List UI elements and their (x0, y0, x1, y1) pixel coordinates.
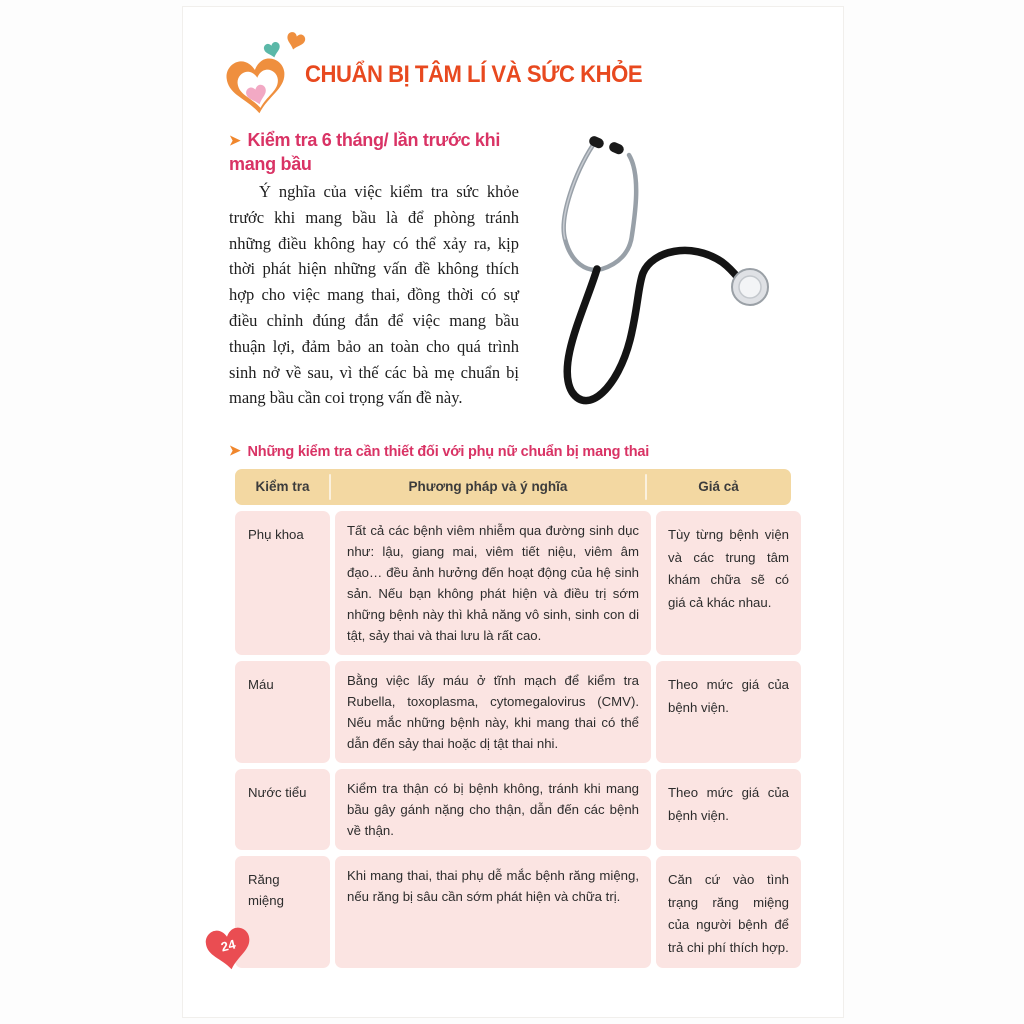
page-title: CHUẨN BỊ TÂM LÍ VÀ SỨC KHỎE (305, 61, 643, 88)
row-method: Kiểm tra thận có bị bệnh không, tránh khi mang bầu gây gánh nặng cho thận, dẫn đến các bệnh về thận. (335, 769, 651, 850)
table-header-kiemtra: Kiểm tra (255, 479, 310, 494)
book-page (182, 6, 844, 1018)
section-table-heading (229, 442, 829, 461)
row-method: Bằng việc lấy máu ở tĩnh mạch để kiểm tra Rubella, toxoplasma, cytomegalovirus (CMV). Nếu mắc những bệnh này, khi mang thai có thể dẫn đến sảy thai hoặc dị tật thai nhi. (335, 661, 651, 763)
section-checkup-heading (229, 128, 541, 176)
checkup-table (235, 469, 791, 968)
table-row (235, 661, 791, 763)
row-name: Nước tiểu (235, 769, 330, 850)
table-header-phuongphap: Phương pháp và ý nghĩa (330, 469, 646, 505)
row-price: Theo mức giá của bệnh viện. (656, 769, 801, 850)
earpiece-icon (588, 135, 626, 156)
row-name: Phụ khoa (235, 511, 330, 655)
table-row (235, 856, 791, 968)
row-price: Căn cứ vào tình trạng răng miệng của người bệnh để trả chi phí thích hợp. (656, 856, 801, 968)
table-body (235, 511, 791, 968)
table-header-giaca: Giá cả (646, 469, 791, 505)
row-method: Khi mang thai, thai phụ dễ mắc bệnh răng miệng, nếu răng bị sâu cần sớm phát hiện và chữa trị. (335, 856, 651, 968)
section-checkup-body: Ý nghĩa của việc kiểm tra sức khỏe trước khi mang bầu là để phòng tránh những điều không hay có thể xảy ra, kịp thời phát hiện những vấn đề không thích hợp cho việc mang thai, đồng thời có sự điều chỉnh đúng đắn để việc mang bầu thuận lợi, đảm bảo an toàn cho quá trình sinh nở về sau, vì thế các bà mẹ chuẩn bị mang bầu cần coi trọng vấn đề này. (229, 182, 519, 408)
page-number: 24 (219, 936, 238, 955)
row-price: Theo mức giá của bệnh viện. (656, 661, 801, 763)
heart-page-badge (204, 926, 254, 976)
table-row (235, 769, 791, 850)
table-row (235, 511, 791, 655)
row-price: Tùy từng bệnh viện và các trung tâm khám chữa sẽ có giá cả khác nhau. (656, 511, 801, 655)
row-name: Máu (235, 661, 330, 763)
arrow-bullet-icon: ➤ (229, 442, 241, 458)
row-name: Răng miệng (235, 856, 330, 968)
section-table-heading-text: Những kiểm tra cần thiết đối với phụ nữ chuẩn bị mang thai (247, 444, 650, 460)
table-header-row (235, 469, 791, 505)
stethoscope-photo (539, 129, 825, 419)
section-checkup-heading-text: Kiểm tra 6 tháng/ lần trước khi mang bầu (229, 130, 501, 174)
arrow-bullet-icon: ➤ (229, 132, 241, 148)
row-method: Tất cả các bệnh viêm nhiễm qua đường sinh dục như: lậu, giang mai, viêm tiết niệu, viêm âm đạo… đều ảnh hưởng đến hoạt động của hệ sinh sản. Nếu bạn không phát hiện và điều trị sớm những bệnh này thì khả năng vô sinh, sinh con di tật, sảy thai và thai lưu là rất cao. (335, 511, 651, 655)
